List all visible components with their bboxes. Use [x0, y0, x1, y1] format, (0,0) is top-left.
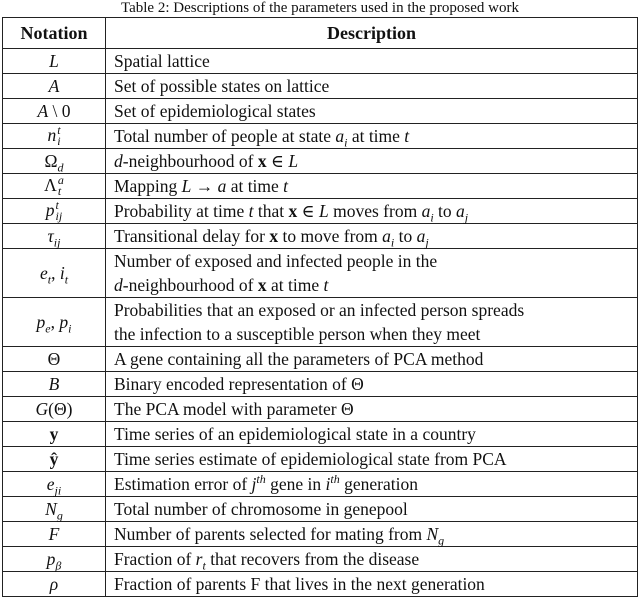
table-row: [3, 372, 638, 397]
math-symbol: [50, 574, 58, 594]
text-segment: at time: [347, 126, 405, 146]
math-subscript: j: [464, 210, 469, 225]
description-line: [114, 547, 631, 571]
math-symbol: [288, 151, 298, 171]
text-segment: that: [253, 201, 289, 221]
table-row: [3, 74, 638, 99]
text-segment: Fraction of: [114, 549, 196, 569]
description-cell: [106, 298, 638, 347]
description-cell: [106, 372, 638, 397]
math-superscript: th: [330, 472, 340, 487]
math-symbol: [44, 173, 64, 199]
text-segment: Fraction of parents F that lives in the next generation: [114, 574, 485, 594]
math-symbol: [49, 51, 59, 71]
table-row: [3, 347, 638, 372]
math-symbol: [114, 275, 123, 295]
table-row: [3, 397, 638, 422]
math-symbol: [269, 226, 278, 246]
math-base: p: [59, 311, 69, 332]
description-line: [114, 174, 631, 198]
math-base: B: [48, 373, 60, 394]
text-segment: ∈: [297, 201, 319, 221]
math-base: G: [35, 398, 49, 419]
math-base: a: [335, 126, 345, 146]
math-base: p: [36, 311, 46, 332]
math-base: A: [48, 75, 60, 96]
table-row: [3, 49, 638, 74]
description-cell: [106, 547, 638, 572]
math-subscript: j: [425, 235, 429, 250]
math-symbol: [59, 311, 72, 335]
notation-cell: [3, 249, 106, 298]
description-line: [114, 497, 631, 521]
notation-cell: [3, 397, 106, 422]
math-symbol: [421, 201, 434, 225]
math-base: L: [318, 201, 329, 221]
header-row: [3, 18, 638, 49]
header-notation: Notation: [3, 18, 106, 49]
notation-cell: [3, 199, 106, 224]
math-subscript: ij: [53, 235, 61, 249]
math-symbol: [59, 262, 69, 286]
math-scripts: [57, 125, 60, 147]
math-symbol: [258, 151, 267, 171]
text-segment: Estimation error of: [114, 474, 252, 494]
description-line: [114, 199, 631, 223]
math-base: x: [269, 226, 279, 246]
math-symbol: [50, 424, 59, 444]
description-line: [114, 74, 631, 98]
math-base: L: [288, 151, 299, 171]
description-cell: [106, 149, 638, 174]
math-symbol: [382, 226, 395, 250]
math-symbol: [326, 474, 340, 494]
table-row: [3, 422, 638, 447]
math-symbol: [114, 151, 123, 171]
text-segment: Probabilities that an exposed or an infected person spreads: [114, 300, 525, 320]
text-segment: -neighbourhood of: [122, 275, 258, 295]
math-base: ρ: [49, 573, 59, 594]
table-row: [3, 124, 638, 149]
table-row: [3, 547, 638, 572]
description-cell: [106, 497, 638, 522]
math-base: L: [49, 50, 59, 71]
math-base: Λ: [44, 174, 57, 195]
math-subscript: g: [56, 508, 63, 522]
text-segment: Binary encoded representation of Θ: [114, 374, 364, 394]
notation-cell: [3, 149, 106, 174]
math-symbol: [47, 225, 61, 249]
text-segment: \ 0: [48, 100, 71, 121]
text-segment: ,: [50, 311, 60, 332]
math-symbol: [258, 275, 267, 295]
description-line: [114, 273, 631, 297]
math-base: ŷ: [49, 448, 59, 469]
math-symbol: [404, 126, 409, 146]
math-subscript: t: [57, 184, 62, 199]
notation-cell: [3, 99, 106, 124]
text-segment: Set of epidemiological states: [114, 101, 316, 121]
math-superscript: th: [256, 472, 266, 487]
text-segment: to: [433, 201, 457, 221]
math-base: x: [257, 275, 267, 295]
table-row: [3, 572, 638, 597]
math-symbol: [182, 176, 192, 196]
math-subscript: β: [55, 558, 62, 572]
table-row: [3, 249, 638, 298]
description-line: [114, 149, 631, 173]
math-base: x: [288, 201, 298, 221]
math-subscript: i: [344, 135, 348, 150]
description-line: [114, 572, 631, 596]
text-segment: Time series estimate of epidemiological state from PCA: [114, 449, 507, 469]
notation-cell: [3, 522, 106, 547]
notation-cell: [3, 497, 106, 522]
math-symbol: [252, 474, 266, 494]
math-base: n: [47, 124, 57, 145]
math-subscript: t: [202, 558, 206, 573]
math-subscript: t: [47, 272, 52, 286]
math-subscript: e: [45, 321, 51, 335]
math-symbol: [46, 473, 62, 497]
text-segment: Spatial lattice: [114, 51, 210, 71]
description-cell: [106, 124, 638, 149]
math-base: p: [46, 548, 56, 569]
table-row: [3, 199, 638, 224]
math-subscript: ji: [54, 483, 62, 497]
description-line: [114, 522, 631, 546]
description-line: [114, 422, 631, 446]
math-base: p: [45, 199, 55, 220]
math-symbol: [49, 524, 60, 544]
math-base: a: [217, 176, 227, 196]
math-subscript: i: [57, 134, 61, 149]
parameters-table: [2, 17, 638, 597]
math-symbol: [45, 198, 63, 224]
description-cell: [106, 74, 638, 99]
math-symbol: [50, 449, 59, 469]
math-base: r: [195, 549, 203, 569]
math-subscript: d: [57, 160, 64, 174]
math-base: i: [59, 262, 65, 283]
header-description: Description: [106, 18, 638, 49]
math-base: e: [46, 473, 55, 494]
math-symbol: [49, 374, 60, 394]
table-row: [3, 298, 638, 347]
table-row: [3, 447, 638, 472]
math-symbol: [289, 201, 298, 221]
description-cell: [106, 174, 638, 199]
description-cell: [106, 99, 638, 124]
description-line: [114, 99, 631, 123]
text-segment: Mapping: [114, 176, 182, 196]
table-caption: Table 2: Descriptions of the parameters used in the proposed work: [120, 0, 519, 16]
math-superscript: t: [55, 198, 59, 213]
notation-cell: [3, 422, 106, 447]
math-base: a: [421, 201, 431, 221]
math-symbol: [283, 176, 288, 196]
math-symbol: [46, 548, 62, 572]
math-base: t: [404, 126, 410, 146]
text-segment: the infection to a susceptible person when they meet: [114, 324, 481, 344]
description-cell: [106, 224, 638, 249]
table-row: [3, 99, 638, 124]
description-line: [114, 249, 631, 273]
table-row: [3, 174, 638, 199]
math-symbol: [45, 498, 63, 522]
description-line: [114, 347, 631, 371]
math-base: τ: [47, 225, 54, 246]
math-symbol: [416, 226, 429, 250]
math-symbol: [323, 275, 328, 295]
description-cell: [106, 49, 638, 74]
table-row: [3, 497, 638, 522]
notation-cell: [3, 124, 106, 149]
math-symbol: [195, 549, 206, 573]
math-base: A: [37, 100, 49, 121]
text-segment: -neighbourhood of: [122, 151, 258, 171]
text-segment: at time: [266, 275, 324, 295]
math-symbol: [44, 150, 64, 174]
math-base: y: [49, 423, 59, 444]
description-line: [114, 124, 631, 148]
math-subscript: t: [64, 272, 69, 286]
math-subscript: g: [438, 533, 445, 548]
notation-cell: [3, 49, 106, 74]
text-segment: (Θ): [48, 398, 73, 419]
description-line: [114, 224, 631, 248]
math-base: a: [456, 201, 465, 221]
text-segment: at time: [226, 176, 284, 196]
text-segment: Total number of chromosome in genepool: [114, 499, 408, 519]
text-segment: The PCA model with parameter Θ: [114, 399, 354, 419]
math-base: Θ: [47, 348, 61, 369]
math-symbol: [36, 311, 51, 335]
math-base: x: [257, 151, 267, 171]
math-subscript: i: [390, 235, 395, 250]
text-segment: Set of possible states on lattice: [114, 76, 330, 96]
text-segment: that recovers from the disease: [205, 549, 420, 569]
math-symbol: [426, 524, 445, 548]
description-line: [114, 49, 631, 73]
text-segment: Probability at time: [114, 201, 249, 221]
table-row: [3, 522, 638, 547]
text-segment: A gene containing all the parameters of PCA method: [114, 349, 484, 369]
description-cell: [106, 572, 638, 597]
text-segment: ,: [51, 262, 60, 283]
math-base: F: [48, 523, 60, 544]
math-symbol: [456, 201, 469, 225]
notation-cell: [3, 298, 106, 347]
math-base: N: [45, 498, 57, 519]
math-symbol: [37, 101, 48, 121]
description-cell: [106, 347, 638, 372]
table-row: [3, 472, 638, 497]
math-symbol: [49, 76, 60, 96]
math-symbol: [319, 201, 329, 221]
description-cell: [106, 397, 638, 422]
math-base: j: [251, 474, 257, 494]
math-base: a: [416, 226, 426, 246]
description-cell: [106, 249, 638, 298]
math-base: t: [323, 275, 329, 295]
table-row: [3, 224, 638, 249]
description-line: [114, 472, 631, 496]
text-segment: to: [394, 226, 417, 246]
notation-cell: [3, 447, 106, 472]
math-symbol: [36, 399, 49, 419]
math-symbol: [218, 176, 227, 196]
math-base: N: [426, 524, 439, 544]
math-base: e: [39, 262, 48, 283]
math-scripts: [58, 175, 64, 197]
math-superscript: a: [57, 173, 64, 188]
math-base: L: [181, 176, 192, 196]
notation-cell: [3, 547, 106, 572]
text-segment: to move from: [278, 226, 383, 246]
math-symbol: [39, 262, 52, 286]
description-cell: [106, 522, 638, 547]
math-base: i: [325, 474, 331, 494]
math-symbol: [48, 349, 61, 369]
description-line: [114, 322, 631, 346]
description-cell: [106, 422, 638, 447]
math-subscript: i: [430, 210, 434, 225]
description-line: [114, 447, 631, 471]
text-segment: ∈: [266, 151, 289, 171]
notation-cell: [3, 174, 106, 199]
notation-cell: [3, 572, 106, 597]
math-subscript: i: [68, 321, 72, 335]
table-row: [3, 149, 638, 174]
text-segment: Time series of an epidemiological state in a country: [114, 424, 476, 444]
math-symbol: [47, 123, 61, 149]
description-cell: [106, 447, 638, 472]
math-scripts: [56, 200, 63, 222]
description-line: [114, 298, 631, 322]
notation-cell: [3, 372, 106, 397]
math-superscript: t: [57, 123, 61, 138]
math-subscript: ij: [55, 209, 63, 224]
description-cell: [106, 199, 638, 224]
notation-cell: [3, 224, 106, 249]
text-segment: Number of parents selected for mating from: [114, 524, 427, 544]
notation-cell: [3, 347, 106, 372]
math-base: Ω: [44, 150, 58, 171]
math-base: d: [114, 275, 123, 295]
text-segment: Number of exposed and infected people in the: [114, 251, 438, 271]
text-segment: moves from: [328, 201, 422, 221]
table-body: [3, 49, 638, 597]
text-segment: Total number of people at state: [114, 126, 336, 146]
text-segment: generation: [339, 474, 418, 494]
math-base: a: [382, 226, 391, 246]
math-base: t: [248, 201, 254, 221]
text-segment: Transitional delay for: [114, 226, 270, 246]
description-line: [114, 397, 631, 421]
notation-cell: [3, 74, 106, 99]
notation-cell: [3, 472, 106, 497]
text-segment: gene in: [265, 474, 326, 494]
math-symbol: [335, 126, 348, 150]
text-segment: →: [191, 176, 218, 196]
math-base: t: [283, 176, 289, 196]
description-line: [114, 372, 631, 396]
math-base: d: [114, 151, 123, 171]
description-cell: [106, 472, 638, 497]
